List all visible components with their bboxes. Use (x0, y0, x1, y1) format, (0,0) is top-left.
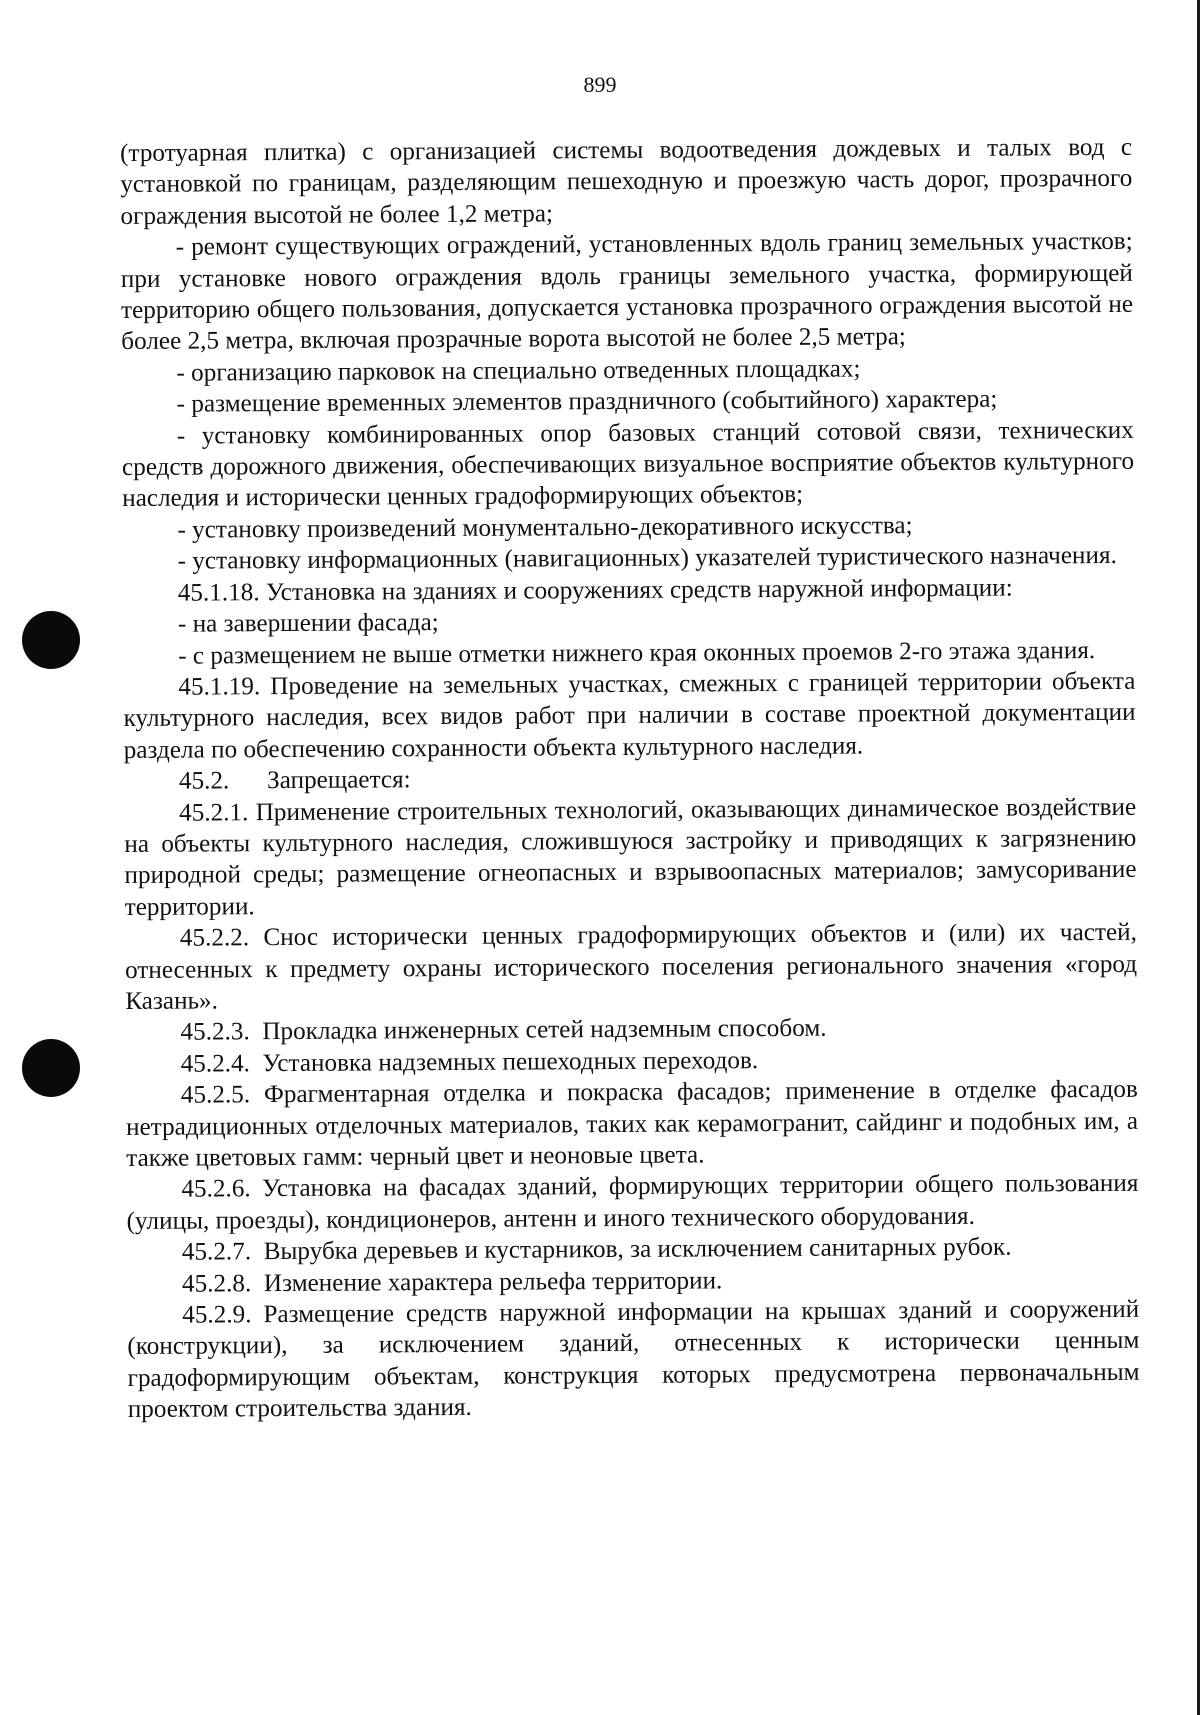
paragraph: 45.2.8. Изменение характера рельефа территории. (181, 1266, 723, 1298)
paragraph: 45.2.6. Установка на фасадах зданий, формирующих территории общего пользования (улицы, проезды), кондиционеров, антенн и иного технического оборудования. (126, 1170, 1145, 1235)
punch-hole-mark (22, 1039, 80, 1097)
paragraph: - на завершении фасада; (177, 609, 439, 638)
punch-hole-mark (22, 611, 80, 669)
page-number: 899 (583, 72, 617, 97)
paragraph: 45.2.7. Вырубка деревьев и кустарников, за исключением санитарных рубок. (181, 1233, 1012, 1266)
paragraph: (тротуарная плитка) с организацией системы водоотведения дождевых и талых вод с установкой по границам, разделяющим пешеходную и проезжую часть дорог, прозрачного ограждения высотой не более 1,2 метра; (120, 133, 1139, 230)
paragraph: 45.2.1. Применение строительных технологий, оказывающих динамическое воздействие на объекты культурного наследия, сложившуюся застройку и приводящих к загрязнению природной среды; размещение огнеопасных и взрывоопасных материалов; замусоривание территории. (124, 793, 1143, 921)
paragraph: - установку произведений монументально-декоративного искусства; (177, 512, 913, 544)
paragraph: 45.2.9. Размещение средств наружной информации на крышах зданий и сооружений (конструкции), за исключением зданий, отнесенных к исторически ценным градоформирующим объектам, конструкция которых предусмотрена первоначальным проектом строительства здания. (127, 1295, 1146, 1424)
paragraph: - ремонт существующих ограждений, установленных вдоль границ земельных участков; при установке нового ограждения вдоль границы земельного участка, формирующей территорию общего пользования, допускается установка прозрачного ограждения высотой не более 2,5 метра, включая прозрачные ворота высотой не более 2,5 метра; (120, 227, 1140, 356)
paragraph: 45.2. Запрещается: (178, 766, 411, 795)
paragraph: 45.2.3. Прокладка инженерных сетей надземным способом. (180, 1015, 827, 1047)
paragraph: 45.2.4. Установка надземных пешеходных переходов. (180, 1046, 759, 1078)
paragraph: - организацию парковок на специально отведенных площадках; (176, 355, 861, 387)
paragraph: - размещение временных элементов праздничного (событийного) характера; (176, 385, 998, 418)
paragraph: - с размещением не выше отметки нижнего края оконных проемов 2-го этажа здания. (178, 636, 1096, 670)
paragraph: - установку информационных (навигационных) указателей туристического назначения. (177, 542, 1117, 575)
paragraph: 45.2.2. Снос исторически ценных градоформирующих объектов и (или) их частей, отнесенных к предмету охраны исторического поселения регионального значения «город Казань». (125, 918, 1144, 1015)
paragraph: 45.2.5. Фрагментарная отделка и покраска фасадов; применение в отделке фасадов нетрадиционных отделочных материалов, таких как керамогранит, сайдинг и подобных им, а также цветовых гамм: черный цвет и неоновые цвета. (125, 1075, 1145, 1172)
paragraph: 45.1.18. Установка на зданиях и сооружениях средств наружной информации: (177, 574, 1013, 607)
paragraph: - установку комбинированных опор базовых станций сотовой связи, технических средств дорожного движения, обеспечивающих визуальное восприятие объектов культурного наследия и исторически ценных градоформирующих объектов; (121, 416, 1141, 513)
document-body (120, 132, 1146, 1426)
paragraph: 45.1.19. Проведение на земельных участках, смежных с границей территории объекта культурного наследия, всех видов работ при наличии в составе проектной документации раздела по обеспечению сохранности объекта культурного наследия. (123, 667, 1142, 764)
